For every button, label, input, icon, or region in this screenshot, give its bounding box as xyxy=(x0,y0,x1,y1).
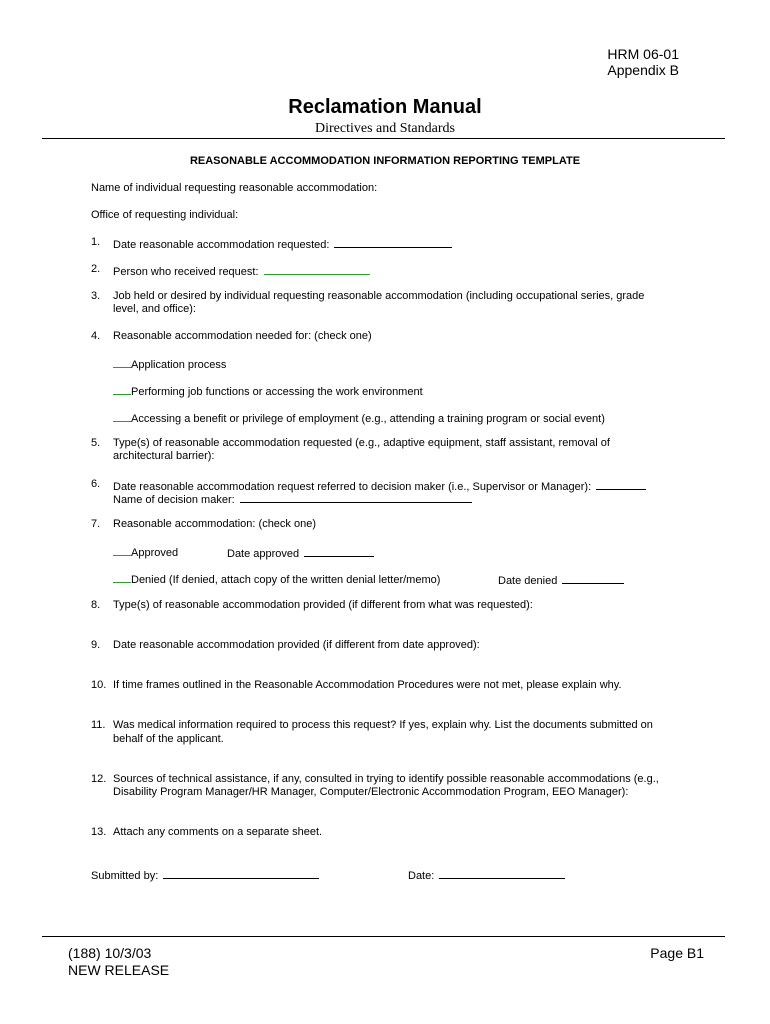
item-3-line-1: Job held or desired by individual requesting reasonable accommodation (including occupational series, grade xyxy=(113,290,645,302)
footer-code: (188) 10/3/03 xyxy=(68,945,152,961)
decision-maker-blank[interactable] xyxy=(240,491,472,503)
footer-left xyxy=(68,945,169,979)
header-rule xyxy=(42,138,725,139)
job-functions-checkbox[interactable] xyxy=(113,384,131,395)
denied-checkbox[interactable] xyxy=(113,572,131,583)
appendix-label: Appendix B xyxy=(607,62,679,78)
item-8-text: Type(s) of reasonable accommodation provided (if different from what was requested): xyxy=(113,599,533,611)
approved-label: Approved xyxy=(131,547,179,559)
item-number: 11. xyxy=(91,719,106,731)
application-process-checkbox[interactable] xyxy=(113,357,131,368)
submitted-by-blank[interactable] xyxy=(163,867,319,879)
benefit-privilege-checkbox[interactable] xyxy=(113,411,131,422)
item-number: 8. xyxy=(91,599,101,611)
office-field-label: Office of requesting individual: xyxy=(91,209,239,221)
form-title: REASONABLE ACCOMMODATION INFORMATION REPORTING TEMPLATE xyxy=(189,155,581,167)
page-number: Page B1 xyxy=(650,945,704,961)
item-number: 10. xyxy=(91,679,107,691)
item-10-text: If time frames outlined in the Reasonable Accommodation Procedures were not met, please explain why. xyxy=(113,679,622,691)
item-2-text: Person who received request: xyxy=(113,266,259,278)
signoff-date-label: Date: xyxy=(408,870,435,882)
item-number: 1. xyxy=(91,236,101,248)
date-approved-label: Date approved xyxy=(227,548,300,560)
item-number: 9. xyxy=(91,639,101,651)
received-by-blank[interactable] xyxy=(264,263,370,275)
name-field-label: Name of individual requesting reasonable accommodation: xyxy=(91,182,378,194)
item-6-line-1: Date reasonable accommodation request referred to decision maker (i.e., Supervisor or Manager): xyxy=(113,481,592,493)
item-11-line-1: Was medical information required to process this request? If yes, explain why. List the documents submitted on xyxy=(113,719,653,731)
submitted-by-row xyxy=(91,867,319,882)
date-denied-blank[interactable] xyxy=(562,572,624,584)
document-code: HRM 06-01 xyxy=(607,46,679,62)
application-process-label: Application process xyxy=(131,359,227,371)
approved-checkbox[interactable] xyxy=(113,545,131,556)
submitted-by-label: Submitted by: xyxy=(91,870,159,882)
date-denied-label: Date denied xyxy=(498,575,558,587)
item-1-text: Date reasonable accommodation requested: xyxy=(113,239,330,251)
job-functions-label: Performing job functions or accessing the work environment xyxy=(131,386,423,398)
footer-release: NEW RELEASE xyxy=(68,962,170,978)
footer-rule xyxy=(42,936,725,937)
signoff-date-blank[interactable] xyxy=(439,867,565,879)
item-11-line-2: behalf of the applicant. xyxy=(113,733,224,745)
item-number: 13. xyxy=(91,826,107,838)
item-number: 12. xyxy=(91,773,107,785)
item-5-line-2: architectural barrier): xyxy=(113,450,215,462)
signoff-date-row xyxy=(408,867,565,882)
item-12-line-2: Disability Program Manager/HR Manager, Computer/Electronic Accommodation Program, EEO Manager): xyxy=(113,786,629,798)
item-number: 7. xyxy=(91,518,101,530)
item-12-line-1: Sources of technical assistance, if any, consulted in trying to identify possible reasonable accommodations (e.g., xyxy=(113,773,659,785)
benefit-privilege-label: Accessing a benefit or privilege of employment (e.g., attending a training program or social event) xyxy=(131,413,605,425)
referral-date-blank[interactable] xyxy=(596,478,646,490)
item-3-line-2: level, and office): xyxy=(113,303,196,315)
item-number: 3. xyxy=(91,290,101,302)
item-number: 6. xyxy=(91,478,101,490)
date-approved-blank[interactable] xyxy=(304,545,374,557)
item-5-line-1: Type(s) of reasonable accommodation requested (e.g., adaptive equipment, staff assistant, removal of xyxy=(113,437,610,449)
denied-label: Denied (If denied, attach copy of the written denial letter/memo) xyxy=(131,574,441,586)
item-7-text: Reasonable accommodation: (check one) xyxy=(113,518,317,530)
decision-maker-label: Name of decision maker: xyxy=(113,494,235,506)
item-number: 2. xyxy=(91,263,101,275)
document-code-block xyxy=(607,46,679,78)
item-13-text: Attach any comments on a separate sheet. xyxy=(113,826,323,838)
item-number: 5. xyxy=(91,437,101,449)
item-number: 4. xyxy=(91,330,101,342)
manual-subtitle: Directives and Standards xyxy=(315,121,455,136)
date-requested-blank[interactable] xyxy=(334,236,452,248)
manual-title: Reclamation Manual xyxy=(288,96,482,118)
item-4-text: Reasonable accommodation needed for: (check one) xyxy=(113,330,372,342)
item-9-text: Date reasonable accommodation provided (if different from date approved): xyxy=(113,639,480,651)
